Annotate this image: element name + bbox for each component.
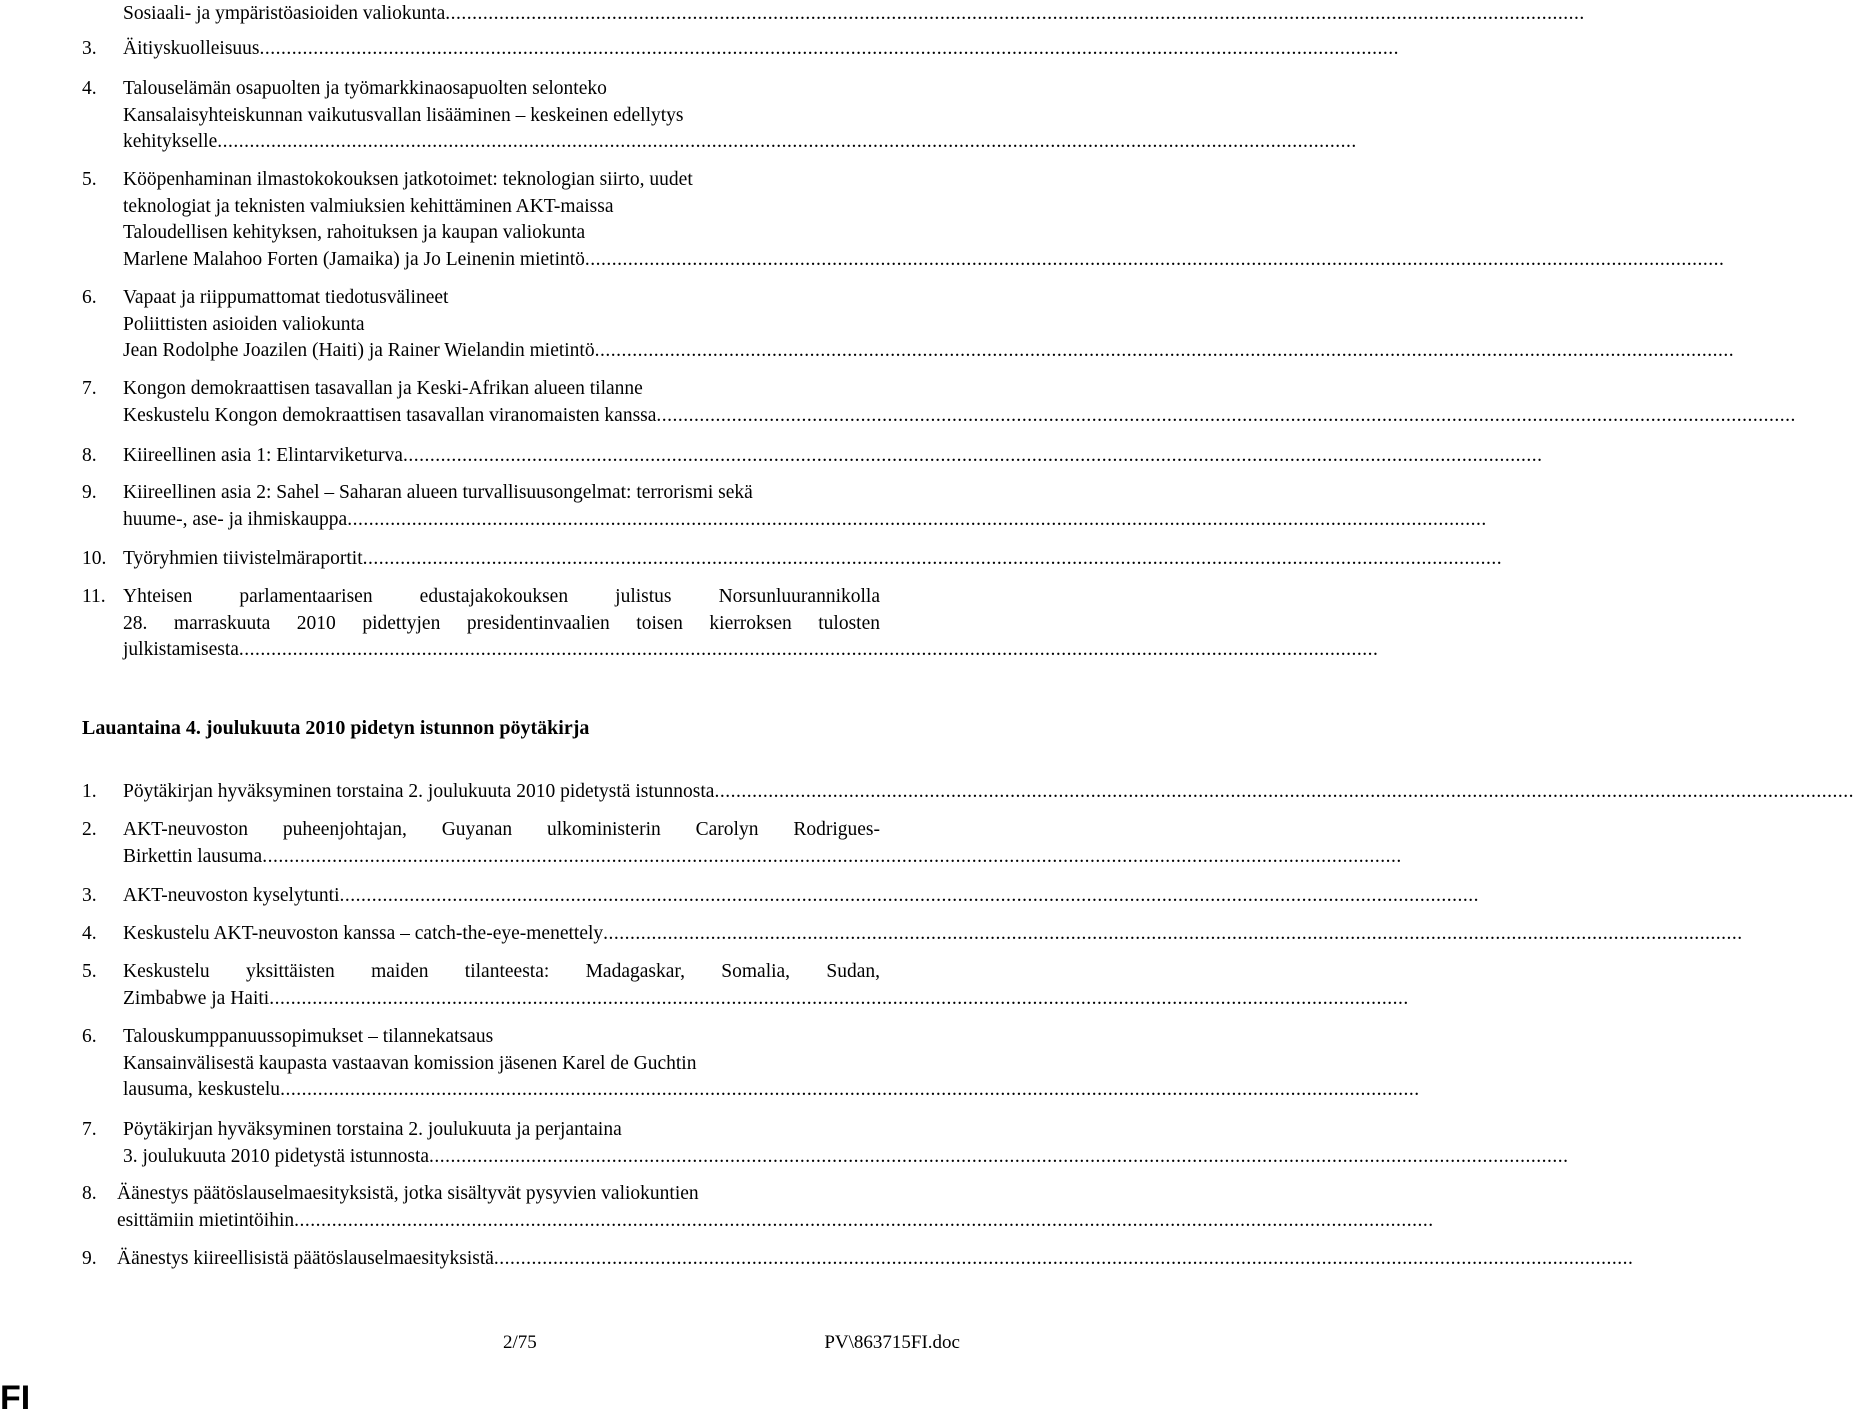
leader-dots: .................................................................................................................................................................................................................... (259, 38, 1400, 59)
item-title-last-line (123, 545, 1503, 572)
item-number: 9. (82, 482, 97, 503)
item-title-last-line (123, 246, 1725, 273)
item-number: 9. (82, 1248, 97, 1269)
document-reference: PV\863715FI.doc (824, 1332, 960, 1353)
item-title-last-line (123, 843, 1402, 870)
item-text: huume-, ase- ja ihmiskauppa (123, 508, 348, 530)
item-title-last-line (123, 1076, 1420, 1103)
item-text: 3. joulukuuta 2010 pidetystä istunnosta (123, 1145, 430, 1167)
leader-dots: .................................................................................................................................................................................................................... (217, 131, 1357, 152)
item-title-line: Äänestys päätöslauselmaesityksistä, jotka sisältyvät pysyvien valiokuntien (117, 1183, 699, 1204)
item-title-line: Vapaat ja riippumattomat tiedotusvälineet (123, 287, 449, 308)
item-number: 3. (82, 885, 97, 906)
item-text: Birkettin lausuma (123, 845, 263, 867)
item-number: 8. (82, 445, 97, 466)
item-title-last-line (123, 402, 1796, 429)
item-number: 4. (82, 78, 97, 99)
item-text: Keskustelu AKT-neuvoston kanssa – catch-the-eye-menettely (123, 923, 604, 944)
item-text: lausuma, keskustelu (123, 1079, 281, 1100)
item-number: 2. (82, 819, 97, 840)
item-title-line: Talouselämän osapuolten ja työmarkkinaosapuolten selonteko (123, 78, 607, 99)
item-title-last-line (123, 1143, 1569, 1170)
item-title-line: Talouskumppanuussopimukset – tilannekatsaus (123, 1026, 494, 1047)
item-title-line: 28. marraskuuta 2010 pidettyjen presidentinvaalien toisen kierroksen tulosten (123, 612, 880, 634)
item-text: julkistamisesta (123, 639, 239, 660)
item-title-last-line (123, 506, 1487, 533)
item-text: AKT-neuvoston kyselytunti (123, 885, 340, 906)
item-text: Marlene Malahoo Forten (Jamaika) ja Jo Leinenin mietintö (123, 248, 585, 270)
leader-dots: .................................................................................................................................................................................................................... (339, 885, 1479, 906)
item-number: 5. (82, 169, 97, 190)
item-number: 6. (82, 287, 97, 308)
leader-dots: .................................................................................................................................................................................................................... (594, 340, 1735, 361)
item-number: 5. (82, 961, 97, 982)
item-number: 1. (82, 781, 97, 802)
item-text: Työryhmien tiivistelmäraportit (123, 548, 363, 569)
leader-dots: .................................................................................................................................................................................................................... (656, 404, 1796, 426)
page-number: 2/75 (503, 1332, 537, 1353)
item-text: esittämiin mietintöihin (117, 1209, 295, 1231)
item-title-line: Pöytäkirjan hyväksyminen torstaina 2. joulukuuta ja perjantaina (123, 1119, 622, 1140)
item-title-line: Taloudellisen kehityksen, rahoituksen ja kaupan valiokunta (123, 222, 586, 243)
leader-dots: .................................................................................................................................................................................................................... (362, 548, 1503, 569)
leader-dots: .................................................................................................................................................................................................................... (584, 248, 1725, 270)
leader-dots: .................................................................................................................................................................................................................... (445, 3, 1585, 24)
leader-dots: .................................................................................................................................................................................................................... (347, 508, 1487, 530)
leader-dots: .................................................................................................................................................................................................................... (603, 923, 1743, 944)
item-text: Keskustelu Kongon demokraattisen tasavallan viranomaisten kanssa (123, 404, 657, 426)
item-text: Jean Rodolphe Joazilen (Haiti) ja Rainer Wielandin mietintö (123, 340, 595, 361)
item-title-last-line (123, 882, 1479, 909)
language-code: FI (0, 1379, 31, 1417)
item-text: Sosiaali- ja ympäristöasioiden valiokunta (123, 3, 446, 24)
item-title-last-line (123, 778, 1854, 805)
item-title-last-line (117, 1245, 1634, 1272)
item-title-line: Kööpenhaminan ilmastokokouksen jatkotoimet: teknologian siirto, uudet (123, 169, 693, 190)
item-title-last-line (123, 985, 1409, 1012)
item-title-last-line (123, 920, 1743, 947)
item-title-last-line (123, 636, 1379, 663)
item-title-last-line (117, 1207, 1434, 1234)
item-number: 8. (82, 1183, 97, 1204)
item-title-last-line (123, 337, 1735, 364)
item-number: 7. (82, 378, 97, 399)
leader-dots: .................................................................................................................................................................................................................... (280, 1079, 1420, 1100)
item-title-last-line (123, 442, 1543, 469)
item-text: kehitykselle (123, 131, 218, 152)
leader-dots: .................................................................................................................................................................................................................... (429, 1145, 1569, 1167)
item-number: 7. (82, 1119, 97, 1140)
item-number: 10. (82, 548, 107, 569)
item-number: 4. (82, 923, 97, 944)
item-text: Zimbabwe ja Haiti (123, 987, 270, 1009)
item-title-line: Kansalaisyhteiskunnan vaikutusvallan lisääminen – keskeinen edellytys (123, 104, 684, 126)
item-number: 3. (82, 38, 97, 59)
item-title-line: Yhteisen parlamentaarisen edustajakokouksen julistus Norsunluurannikolla (123, 586, 880, 607)
leader-dots: .................................................................................................................................................................................................................... (714, 781, 1854, 802)
item-title-line: Kansainvälisestä kaupasta vastaavan komission jäsenen Karel de Guchtin (123, 1052, 697, 1074)
item-title-line: Kiireellinen asia 2: Sahel – Saharan alueen turvallisuusongelmat: terrorismi sekä (123, 482, 753, 503)
section-heading: Lauantaina 4. joulukuuta 2010 pidetyn istunnon pöytäkirja (82, 717, 590, 739)
item-title-last-line (123, 0, 1585, 27)
leader-dots: .................................................................................................................................................................................................................... (238, 639, 1379, 660)
item-text: Pöytäkirjan hyväksyminen torstaina 2. joulukuuta 2010 pidetystä istunnosta (123, 781, 715, 802)
item-title-line: teknologiat ja teknisten valmiuksien kehittäminen AKT-maissa (123, 195, 614, 217)
item-title-last-line (123, 35, 1400, 62)
item-title-line: Poliittisten asioiden valiokunta (123, 313, 365, 335)
item-number: 6. (82, 1026, 97, 1047)
item-title-line: Kongon demokraattisen tasavallan ja Keski-Afrikan alueen tilanne (123, 378, 643, 399)
item-number: 11. (82, 586, 106, 607)
leader-dots: .................................................................................................................................................................................................................... (493, 1248, 1634, 1269)
item-text: Äänestys kiireellisistä päätöslauselmaesityksistä (117, 1248, 494, 1269)
item-text: Äitiyskuolleisuus (123, 38, 260, 59)
item-text: Kiireellinen asia 1: Elintarviketurva (123, 445, 403, 466)
leader-dots: .................................................................................................................................................................................................................... (262, 845, 1402, 867)
leader-dots: .................................................................................................................................................................................................................... (402, 445, 1543, 466)
item-title-line: AKT-neuvoston puheenjohtajan, Guyanan ulkoministerin Carolyn Rodrigues- (123, 819, 880, 840)
leader-dots: .................................................................................................................................................................................................................... (294, 1209, 1434, 1231)
item-title-line: Keskustelu yksittäisten maiden tilanteesta: Madagaskar, Somalia, Sudan, (123, 961, 880, 982)
leader-dots: .................................................................................................................................................................................................................... (269, 987, 1409, 1009)
item-title-last-line (123, 128, 1357, 155)
